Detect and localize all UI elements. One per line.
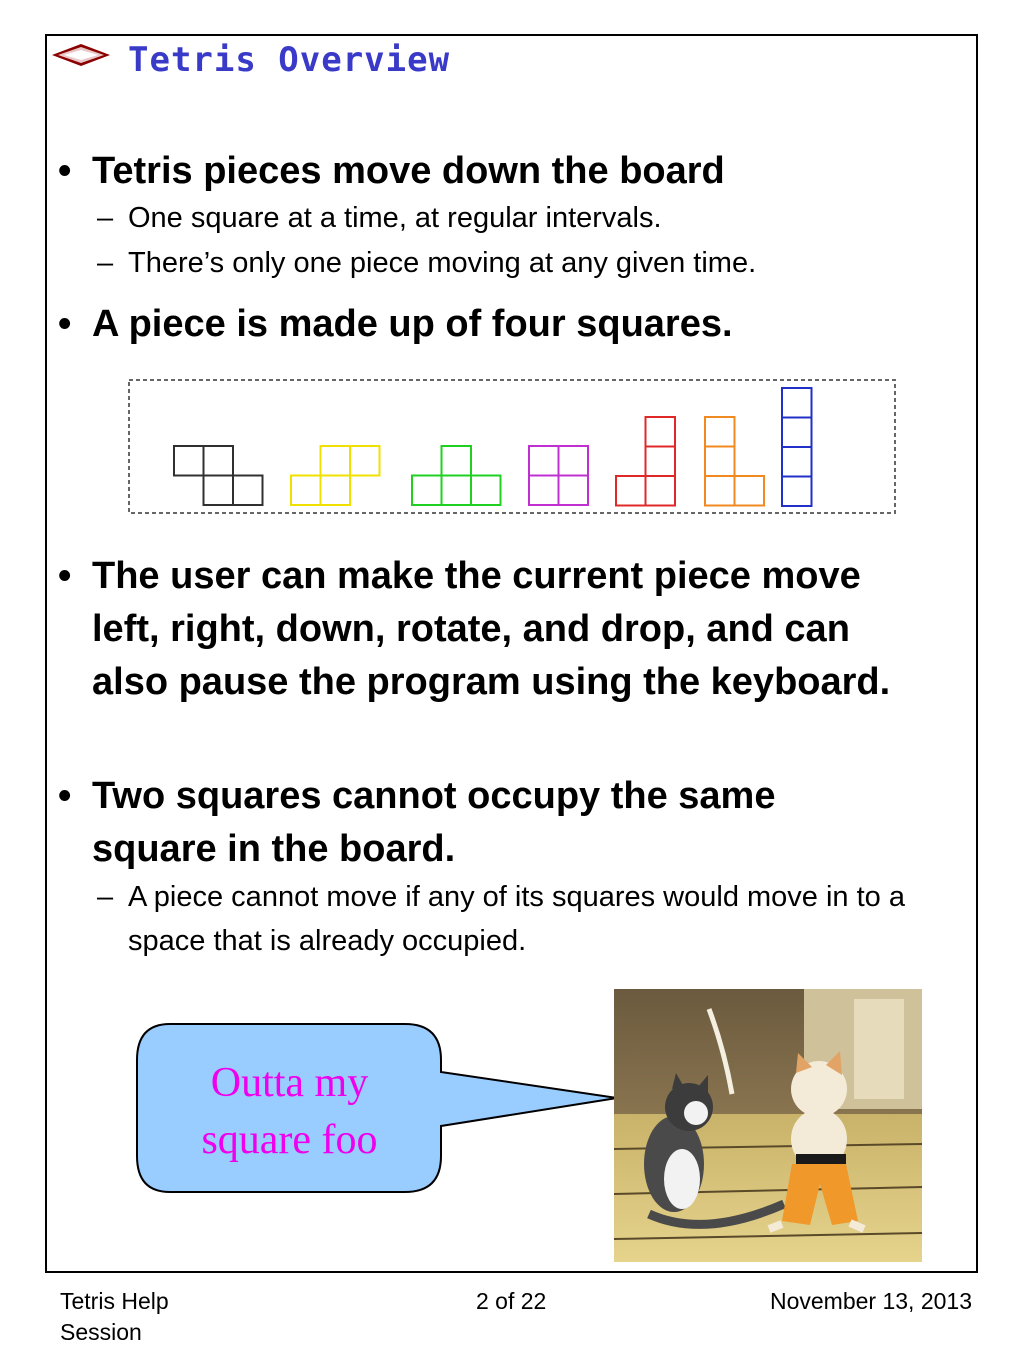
tetromino-square [204,476,234,506]
bullet-no-overlap [58,770,908,876]
bullet-dot: • [58,303,72,345]
tetromino-square [412,476,442,506]
bullet-dot: • [58,555,72,597]
tetromino-square [321,446,351,476]
tetromino-square [782,388,812,418]
diamond-bullet-icon [50,42,112,68]
sub-dash: – [97,247,114,279]
tetromino-square [705,417,735,447]
speech-bubble-text [137,1055,442,1169]
tetromino-square [705,447,735,477]
tetromino-square [782,418,812,448]
tetromino-pieces-diagram [127,378,897,518]
tetromino-z [174,446,263,505]
bullet-dot: • [58,775,72,817]
tetromino-square [782,447,812,477]
footer-left [60,1286,240,1348]
sub-dash: – [97,202,114,234]
tetromino-square [529,446,559,476]
bullet-pieces-move [58,145,725,198]
tetromino-o [529,446,588,505]
footer-session-line1: Tetris Help [60,1288,169,1314]
tetromino-square [442,476,472,506]
tetromino-square [204,446,234,476]
sub-bullet-one-square [97,196,662,240]
sub-bullet-text: There’s only one piece moving at any given time. [128,247,757,279]
tetromino-square [782,477,812,507]
sub-bullet-one-piece [97,241,756,285]
bullet-text: Tetris pieces move down the board [92,150,725,192]
tetromino-l [705,417,764,506]
tetromino-t [412,446,501,505]
bullet-text: A piece is made up of four squares. [92,303,733,345]
pieces-dashed-frame [129,380,895,513]
tetromino-square [559,446,589,476]
tetromino-i [782,388,812,506]
sub-dash: – [97,881,114,913]
footer-page-number: 2 of 22 [476,1288,547,1314]
tetromino-s [291,446,380,505]
bullet-user-controls [58,550,908,709]
tetromino-square [442,446,472,476]
bullet-text: The user can make the current piece move left, right, down, rotate, and drop, and can also pause the program using the keyboard. [92,555,891,703]
bullet-text: Two squares cannot occupy the same square in the board. [92,775,776,870]
tetromino-square [291,476,321,506]
tetromino-square [646,417,676,447]
tetromino-square [350,446,380,476]
tetromino-square [646,476,676,506]
speech-line-1: Outta my [210,1060,369,1106]
tetromino-square [559,476,589,506]
speech-line-2: square foo [201,1117,378,1163]
tetromino-square [616,476,646,506]
tetromino-square [321,476,351,506]
tetromino-square [646,447,676,477]
footer-date: November 13, 2013 [769,1288,972,1314]
sub-bullet-text: A piece cannot move if any of its squares would move in to a space that is already occupied. [128,881,905,957]
tetromino-square [471,476,501,506]
bullet-four-squares [58,298,733,351]
tetromino-square [529,476,559,506]
tetromino-square [233,476,263,506]
tetromino-square [174,446,204,476]
sub-bullet-occupied [97,875,917,963]
tetromino-j [616,417,675,506]
footer-session-line2: Session [60,1319,142,1345]
slide-title: Tetris Overview [128,40,451,80]
sub-bullet-text: One square at a time, at regular intervals. [128,202,662,234]
tetromino-square [705,476,735,506]
bullet-dot: • [58,150,72,192]
tetromino-square [735,476,765,506]
kittens-photo [614,989,922,1262]
